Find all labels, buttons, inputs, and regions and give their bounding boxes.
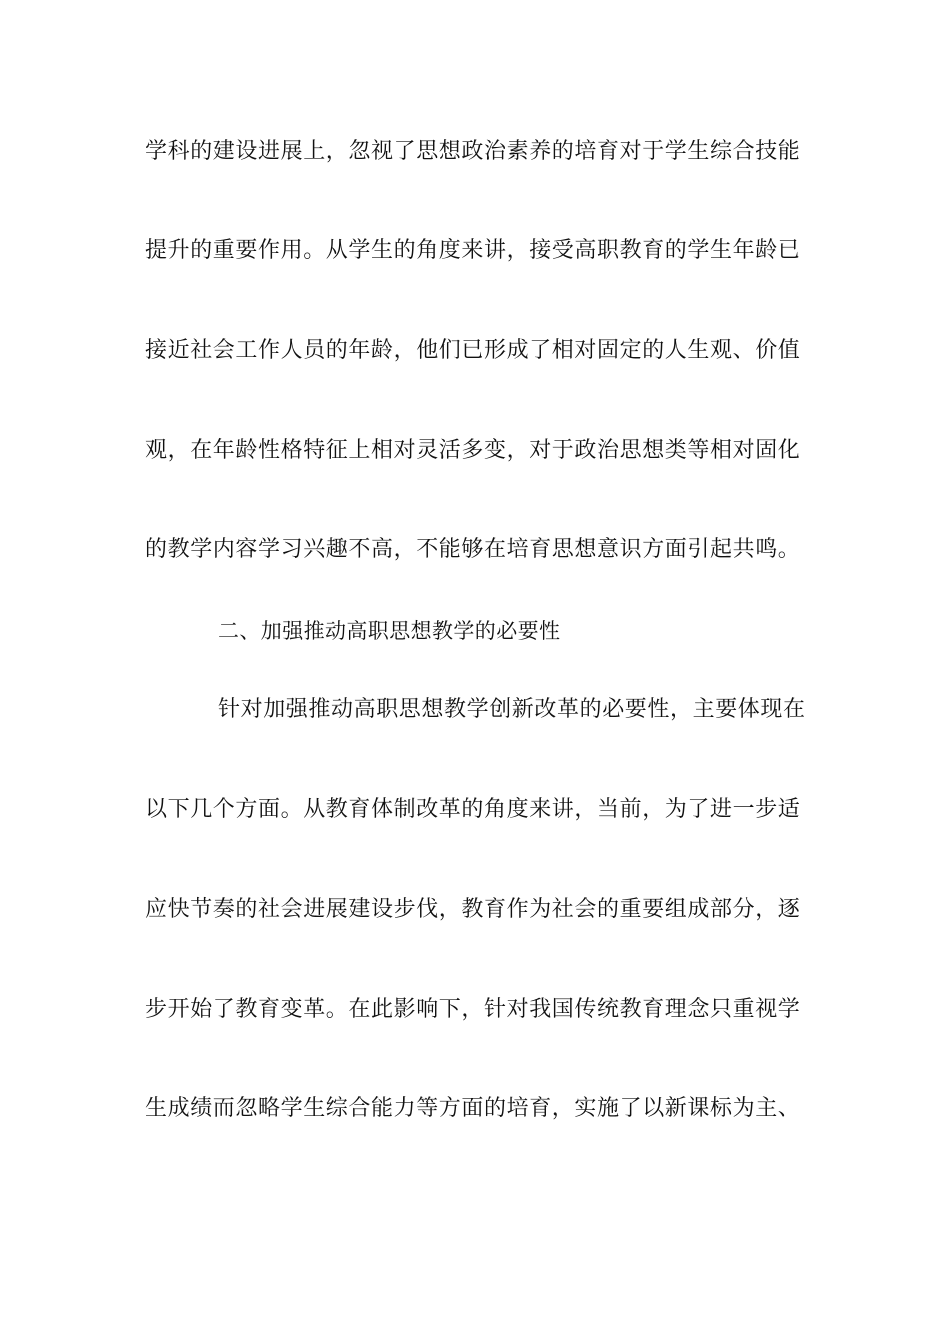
paragraph-line: 的教学内容学习兴趣不高，不能够在培育思想意识方面引起共鸣。: [145, 537, 801, 562]
paragraph-line: 观，在年龄性格特征上相对灵活多变，对于政治思想类等相对固化: [145, 438, 801, 463]
paragraph-line: 学科的建设进展上，忽视了思想政治素养的培育对于学生综合技能: [145, 139, 801, 164]
paragraph-line: 以下几个方面。从教育体制改革的角度来讲，当前，为了进一步适: [145, 797, 801, 822]
section-heading: 二、加强推动高职思想教学的必要性: [218, 619, 561, 643]
paragraph-line: 接近社会工作人员的年龄，他们已形成了相对固定的人生观、价值: [145, 338, 801, 363]
paragraph-line: 提升的重要作用。从学生的角度来讲，接受高职教育的学生年龄已: [145, 238, 801, 263]
paragraph-line: 生成绩而忽略学生综合能力等方面的培育，实施了以新课标为主、: [145, 1096, 801, 1121]
paragraph-line: 应快节奏的社会进展建设步伐，教育作为社会的重要组成部分，逐: [145, 897, 801, 922]
paragraph-line: 针对加强推动高职思想教学创新改革的必要性，主要体现在: [218, 697, 806, 722]
paragraph-line: 步开始了教育变革。在此影响下，针对我国传统教育理念只重视学: [145, 997, 801, 1022]
